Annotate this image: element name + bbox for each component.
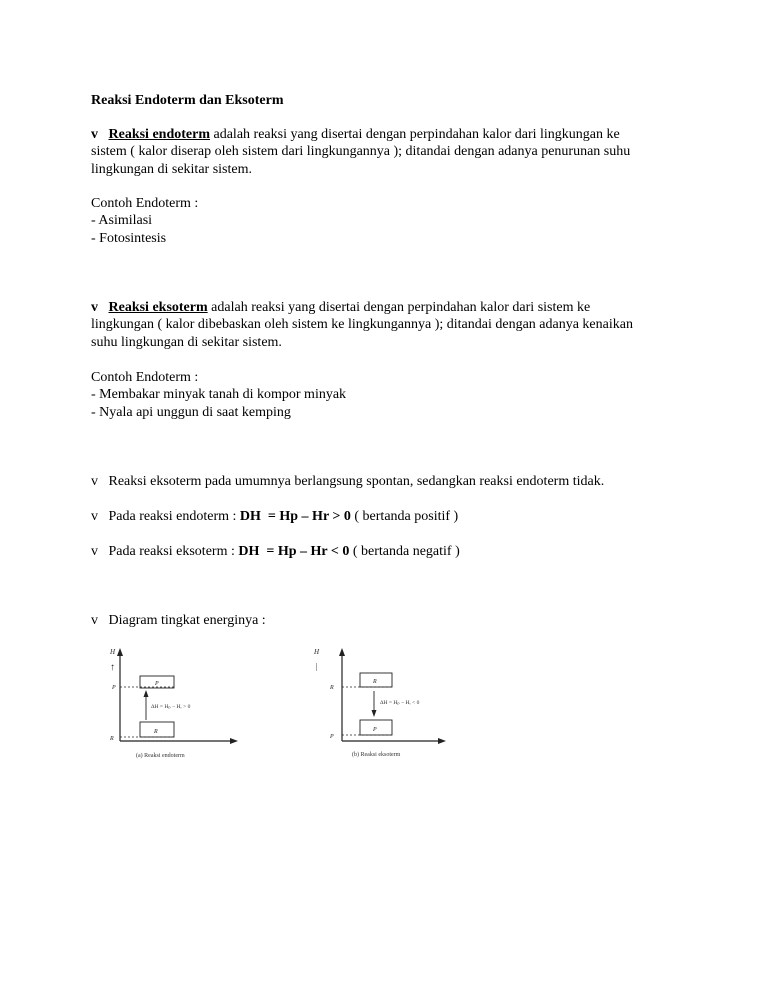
note-spontan: [91, 473, 691, 490]
x-axis-arrowhead-icon: [438, 738, 446, 744]
note-eksoterm-prefix: Pada reaksi eksoterm :: [108, 544, 239, 559]
endoterm-line-2: sistem ( kalor diserap oleh sistem dari lingkungannya ); ditandai dengan adanya penurunan suhu: [91, 144, 631, 160]
contoh-endoterm-list: [91, 195, 691, 247]
note-endoterm-dh: [91, 508, 691, 525]
y-axis-tick-icon: |: [316, 662, 318, 671]
diagram-caption: (b) Reaksi eksoterm: [352, 752, 401, 758]
y-axis-label: H: [110, 648, 116, 656]
list-item: - Membakar minyak tanah di kompor minyak: [91, 387, 347, 403]
note-endoterm-suffix: ( bertanda positif ): [350, 509, 459, 524]
delta-h-equation: ΔH = Hₚ − Hᵣ < 0: [380, 700, 420, 706]
diagram-caption: (a) Reaksi endoterm: [136, 753, 185, 759]
eksoterm-line-2: lingkungan ( kalor dibebaskan oleh sistem ke lingkungannya ); ditandai dengan adanya kenaikan: [91, 317, 633, 333]
x-axis-arrowhead-icon: [230, 738, 238, 744]
bullet-mark: v: [91, 613, 98, 628]
y-axis-label: H: [314, 648, 320, 656]
bullet-mark: v: [91, 544, 98, 559]
bullet-mark: v: [91, 300, 98, 315]
endoterm-line-1: adalah reaksi yang disertai dengan perpindahan kalor dari lingkungan ke: [213, 127, 620, 142]
endoterm-definition: [91, 126, 691, 178]
endoterm-dh-formula: DH = Hp – Hr > 0: [239, 509, 351, 524]
list-item: - Nyala api unggun di saat kemping: [91, 404, 291, 420]
eksoterm-line-1: adalah reaksi yang disertai dengan perpindahan kalor dari sistem ke: [211, 300, 591, 315]
lower-level-label: P: [330, 734, 334, 740]
bullet-mark: v: [91, 474, 98, 489]
contoh-endoterm-heading: Contoh Endoterm :: [91, 196, 199, 211]
upper-level-label: P: [112, 685, 116, 691]
eksoterm-definition: [91, 299, 691, 351]
delta-h-up-arrow-icon: [144, 690, 149, 697]
eksoterm-line-3: suhu lingkungan di sekitar sistem.: [91, 334, 282, 350]
list-item: - Asimilasi: [91, 213, 153, 229]
eksoterm-term: Reaksi eksoterm: [108, 300, 208, 315]
note-endoterm-prefix: Pada reaksi endoterm :: [108, 509, 240, 524]
bullet-mark: v: [91, 127, 98, 142]
y-axis-arrowhead-icon: [339, 648, 345, 656]
endoterm-diagram-svg: [106, 645, 246, 760]
note-eksoterm-suffix: ( bertanda negatif ): [349, 544, 460, 559]
contoh-eksoterm-list: [91, 369, 691, 421]
note-spontan-text: Reaksi eksoterm pada umumnya berlangsung spontan, sedangkan reaksi endoterm tidak.: [108, 474, 605, 489]
contoh-eksoterm-heading: Contoh Endoterm :: [91, 370, 199, 385]
list-item: - Fotosintesis: [91, 230, 167, 246]
note-diagram-intro-text: Diagram tingkat energinya :: [108, 613, 266, 628]
eksoterm-dh-formula: DH = Hp – Hr < 0: [238, 544, 350, 559]
endoterm-energy-diagram: [106, 645, 246, 760]
y-axis-arrowhead-icon: [117, 648, 123, 656]
endoterm-term: Reaksi endoterm: [108, 127, 210, 142]
upper-level-label: R: [330, 685, 334, 691]
note-diagram-intro: [91, 612, 691, 629]
bullet-mark: v: [91, 509, 98, 524]
reactant-box-label: R: [373, 679, 377, 685]
delta-h-down-arrow-icon: [372, 710, 377, 717]
eksoterm-energy-diagram: [310, 645, 450, 760]
reactant-box-label: R: [154, 729, 158, 735]
document-title: Reaksi Endoterm dan Eksoterm: [91, 93, 284, 108]
endoterm-line-3: lingkungan di sekitar sistem.: [91, 161, 252, 177]
lower-level-label: R: [110, 736, 114, 742]
y-axis-arrow-icon: ↑: [110, 662, 115, 673]
product-box-label: P: [373, 727, 377, 733]
note-eksoterm-dh: [91, 543, 691, 560]
delta-h-equation: ΔH = Hₚ − Hᵣ > 0: [151, 704, 191, 710]
product-box-label: P: [155, 681, 159, 687]
eksoterm-diagram-svg: [310, 645, 450, 760]
